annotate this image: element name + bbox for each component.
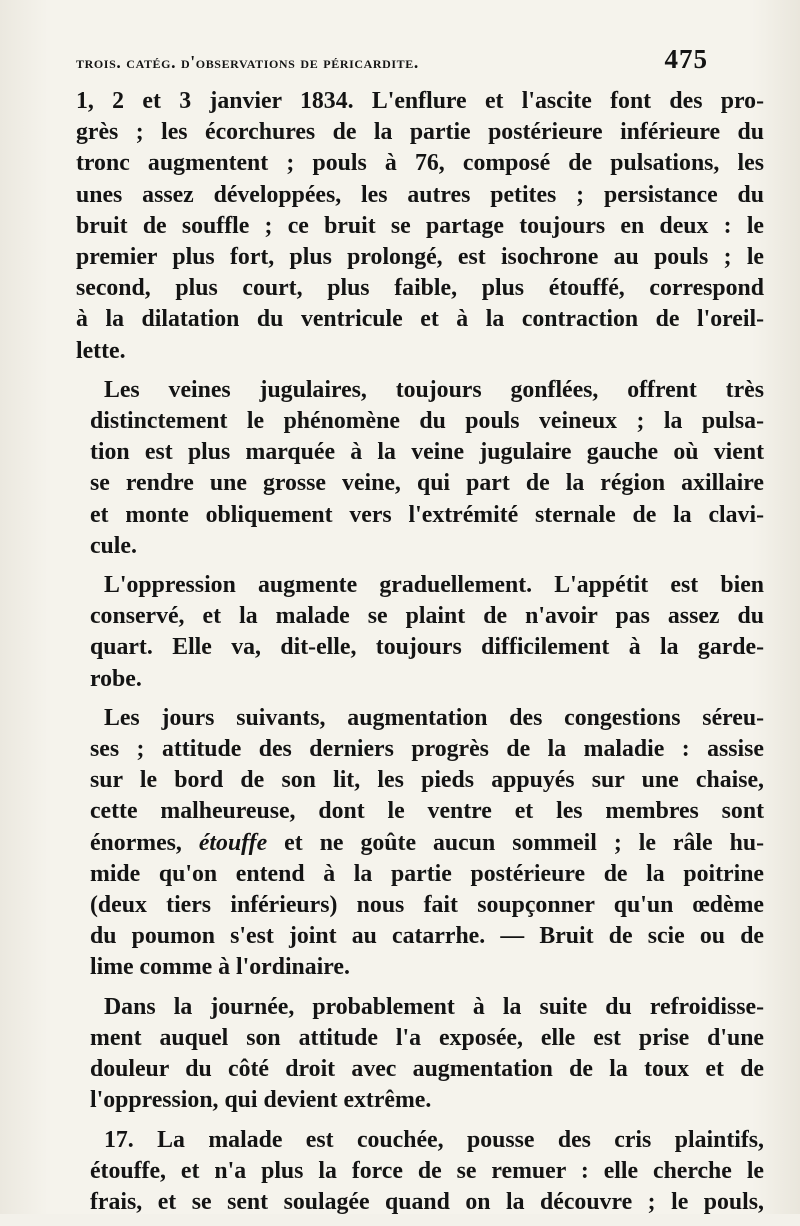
paragraph: [76, 570, 764, 695]
text-line: bruit de souffle ; ce bruit se partage toujours en deux : le: [76, 212, 764, 239]
page-number: 475: [664, 44, 708, 74]
text-line: L'oppression augmente graduellement. L'appétit est bien: [104, 572, 764, 599]
text-line: conservé, et la malade se plaint de n'avoir pas assez du: [90, 603, 764, 630]
text-line: du poumon s'est joint au catarrhe. — Bruit de scie ou de: [90, 923, 764, 950]
text-line: robe.: [90, 665, 142, 692]
text-line: mide qu'on entend à la partie postérieure de la poitrine: [90, 860, 764, 887]
paragraph: [76, 992, 764, 1117]
text-line: lime comme à l'ordinaire.: [90, 954, 350, 981]
page-header: [76, 44, 708, 78]
paragraph: [76, 375, 764, 562]
text-line: ment auquel son attitude l'a exposée, elle est prise d'une: [90, 1024, 764, 1051]
text-line: Les veines jugulaires, toujours gonflées, offrent très: [104, 376, 764, 403]
text-line: grès ; les écorchures de la partie postérieure inférieure du: [76, 119, 764, 146]
text-line: (deux tiers inférieurs) nous fait soupçonner qu'un œdème: [90, 892, 764, 919]
emphasis-text: étouffe: [198, 829, 268, 856]
text-line: premier plus fort, plus prolongé, est isochrone au pouls ; le: [76, 244, 764, 271]
text-line: Dans la journée, probablement à la suite du refroidisse-: [104, 993, 764, 1020]
text-line: second, plus court, plus faible, plus étouffé, correspond: [76, 275, 764, 302]
text-line: 17. La malade est couchée, pousse des cris plaintifs,: [104, 1126, 764, 1153]
text-line: l'oppression, qui devient extrême.: [90, 1087, 432, 1114]
text-line: ses ; attitude des derniers progrès de la maladie : assise: [90, 736, 764, 763]
text-line: cule.: [90, 532, 137, 559]
text-line: lette.: [76, 337, 126, 364]
paragraph: [76, 1125, 764, 1219]
text-line: énormes, étouffe et ne goûte aucun sommeil ; le râle hu-: [90, 829, 764, 856]
text-line: unes assez développées, les autres petites ; persistance du: [76, 181, 764, 208]
text-line: douleur du côté droit avec augmentation de la toux et de: [90, 1056, 764, 1083]
text-line: et monte obliquement vers l'extrémité sternale de la clavi-: [90, 501, 764, 528]
text-line: 1, 2 et 3 janvier 1834. L'enflure et l'ascite font des pro-: [76, 88, 764, 114]
page-body: [76, 86, 764, 1226]
paragraph: [76, 703, 764, 984]
text-line: cette malheureuse, dont le ventre et les membres sont: [90, 798, 764, 825]
text-line: à la dilatation du ventricule et à la contraction de l'oreil-: [76, 306, 764, 333]
text-line: sur le bord de son lit, les pieds appuyés sur une chaise,: [90, 767, 764, 794]
text-line: tronc augmentent ; pouls à 76, composé de pulsations, les: [76, 150, 764, 177]
text-line: frais, et se sent soulagée quand on la découvre ; le pouls,: [90, 1188, 764, 1215]
text-line: tion est plus marquée à la veine jugulaire gauche où vient: [90, 439, 764, 466]
text-line: se rendre une grosse veine, qui part de la région axillaire: [90, 470, 764, 497]
text-line: distinctement le phénomène du pouls veineux ; la pulsa-: [90, 408, 764, 435]
text-line: quart. Elle va, dit-elle, toujours difficilement à la garde-: [90, 634, 764, 661]
text-line: étouffe, et n'a plus la force de se remuer : elle cherche le: [90, 1157, 764, 1184]
text-line: Les jours suivants, augmentation des congestions séreu-: [104, 704, 764, 731]
running-head: trois. catég. d'observations de péricardite.: [76, 52, 419, 72]
paragraph: [76, 86, 764, 367]
